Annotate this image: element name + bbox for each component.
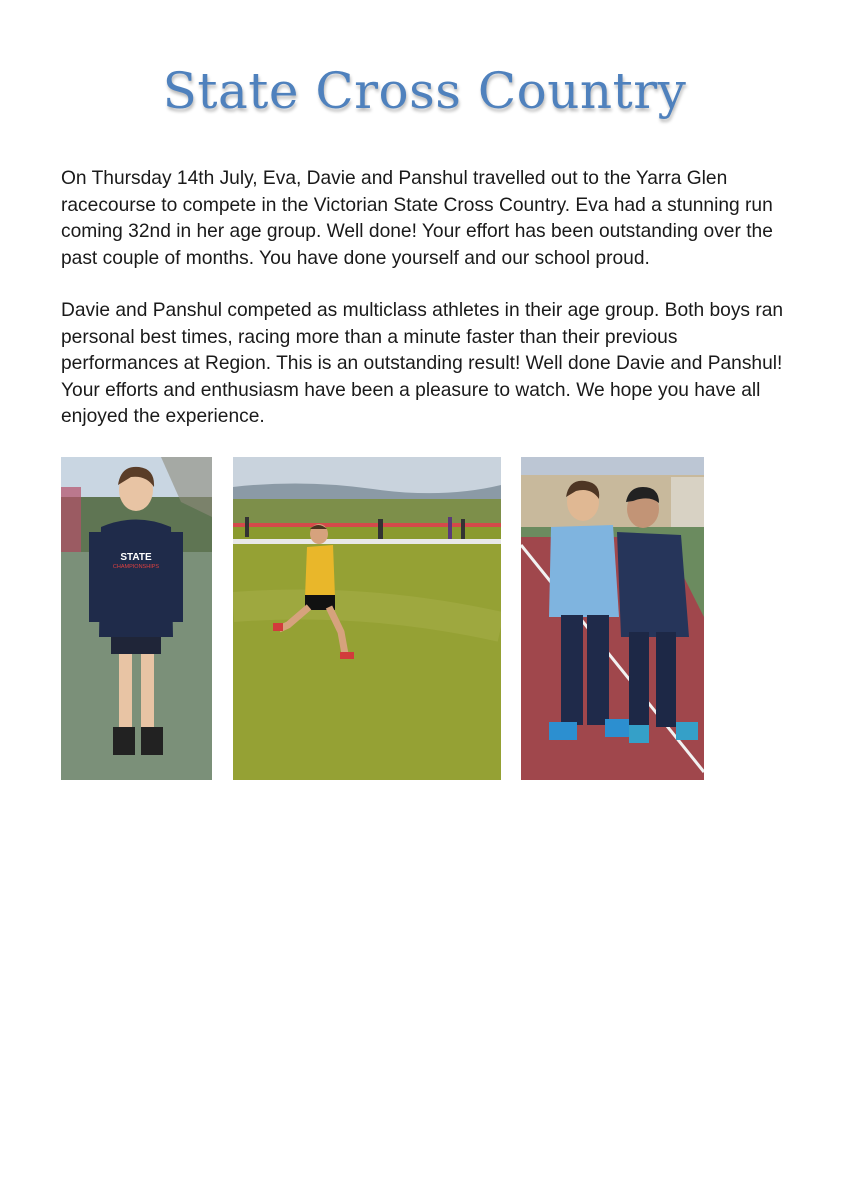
hoodie-subtext: CHAMPIONSHIPS — [112, 564, 160, 570]
page-title: State Cross Country — [162, 62, 687, 120]
hoodie-text: STATE — [120, 552, 152, 563]
photo-runner-racecourse-image — [233, 457, 501, 780]
photo-students-track-image — [521, 457, 704, 780]
photo-student-hoodie — [61, 457, 212, 780]
photo-student-hoodie-image — [61, 457, 212, 780]
photo-students-track — [521, 457, 704, 780]
photo-runner-racecourse — [233, 457, 501, 780]
paragraph-davie-panshul: Davie and Panshul competed as multiclass athletes in their age group. Both boys ran personal best times, racing more than a minute faster than their previous performances at Region. This is an outstanding result! Well done Davie and Panshul! Your efforts and enthusiasm have been a pleasure to watch. We hope you have all enjoyed the experience. — [61, 300, 784, 427]
paragraph-eva: On Thursday 14th July, Eva, Davie and Panshul travelled out to the Yarra Glen racecourse to compete in the Victorian State Cross Country. Eva had a stunning run coming 32nd in her age group. Well done! Your effort has been outstanding over the past couple of months. You have done yourself and our school proud. — [61, 168, 773, 269]
